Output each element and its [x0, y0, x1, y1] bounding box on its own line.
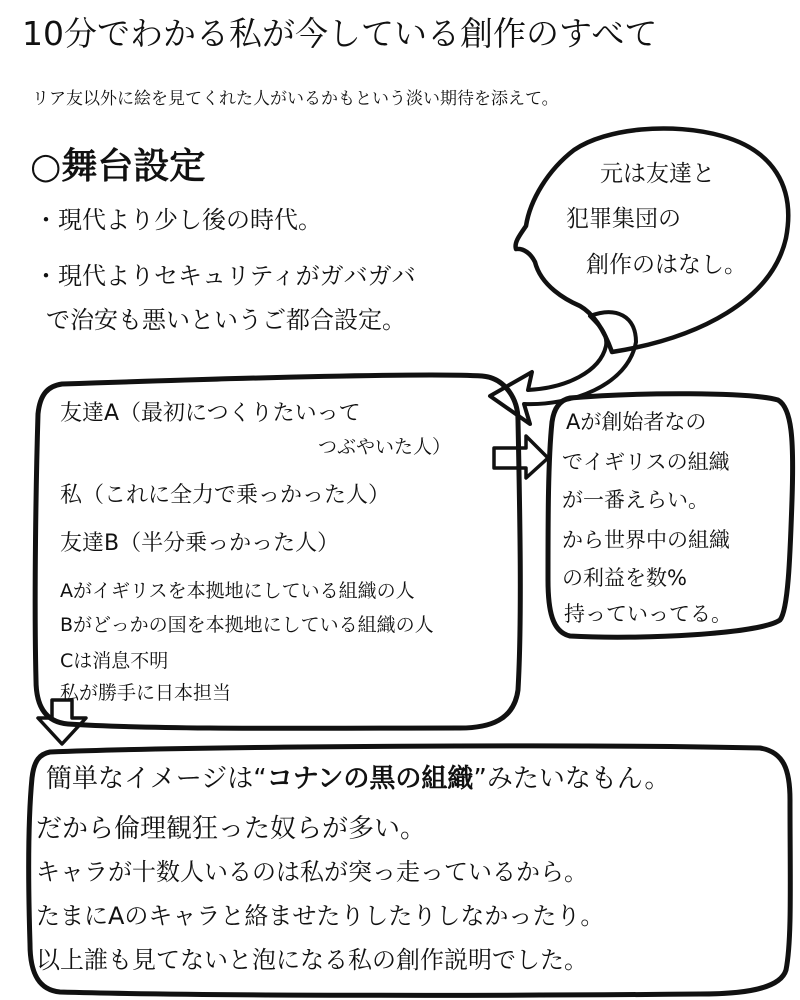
org-line-a: Aがイギリスを本拠地にしている組織の人	[60, 580, 415, 602]
member-a-line: 友達A（最初につくりたいって	[60, 401, 361, 426]
founder-line-5: の利益を数%	[562, 566, 687, 590]
bubble-line-3: 創作のはなし。	[586, 252, 747, 278]
founder-line-2: でイギリスの組織	[562, 450, 730, 474]
founder-line-1: Aが創始者なの	[566, 410, 707, 434]
summary-line-1-pre: 簡単なイメージは“	[46, 764, 267, 794]
summary-line-1-post: ”みたいなもん。	[473, 764, 671, 794]
summary-line-1	[46, 758, 670, 795]
org-line-me: 私が勝手に日本担当	[60, 682, 232, 704]
bubble-line-1: 元は友達と	[600, 161, 715, 187]
member-me-line: 私（これに全力で乗っかった人）	[60, 483, 391, 508]
summary-line-1-bold: コナンの黒の組織	[266, 764, 474, 794]
summary-line-3: キャラが十数人いるのは私が突っ走っているから。	[36, 858, 588, 886]
setting-heading: ○舞台設定	[30, 146, 206, 187]
summary-line-4: たまにAのキャラと絡ませたりしたりしなかったり。	[36, 902, 605, 930]
org-line-c: Cは消息不明	[60, 650, 169, 672]
founder-line-3: が一番えらい。	[562, 488, 709, 512]
founder-line-6: 持っていってる。	[564, 602, 732, 626]
setting-line-3: で治安も悪いというご都合設定。	[46, 306, 406, 334]
setting-line-1: ・現代より少し後の時代。	[34, 206, 322, 234]
org-line-b: Bがどっかの国を本拠地にしている組織の人	[60, 614, 434, 636]
summary-line-5: 以上誰も見てないと泡になる私の創作説明でした。	[36, 946, 588, 974]
founder-line-4: から世界中の組織	[562, 528, 730, 552]
member-b-line: 友達B（半分乗っかった人）	[60, 531, 340, 556]
member-a-line-2: つぶやいた人）	[318, 436, 452, 458]
summary-line-2: だから倫理観狂った奴らが多い。	[36, 814, 427, 844]
page-title: 10分でわかる私が今している創作のすべて	[22, 14, 658, 53]
page-subtitle: リア友以外に絵を見てくれた人がいるかもという淡い期待を添えて。	[32, 89, 559, 109]
setting-line-2: ・現代よりセキュリティがガバガバ	[34, 262, 416, 290]
bubble-line-2: 犯罪集団の	[566, 206, 681, 232]
